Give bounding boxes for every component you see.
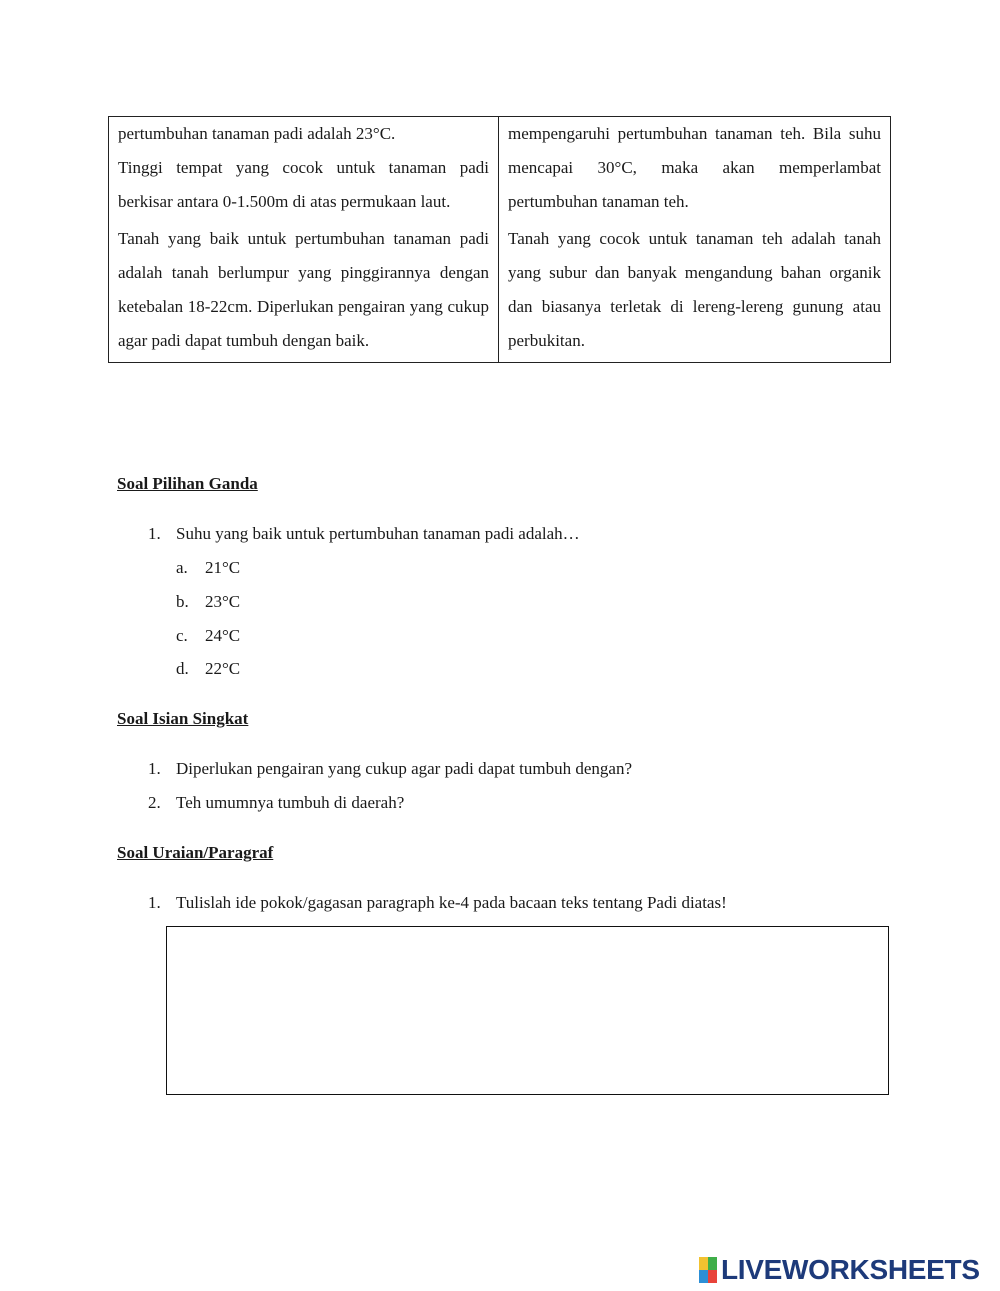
question-text: Tulislah ide pokok/gagasan paragraph ke-4 pada bacaan teks tentang Padi diatas! bbox=[176, 893, 727, 912]
table-cell-teh-climate bbox=[499, 117, 891, 223]
table-row bbox=[109, 222, 891, 362]
question-pilihan-ganda-1 bbox=[148, 524, 580, 544]
question-text: Diperlukan pengairan yang cukup agar padi dapat tumbuh dengan? bbox=[176, 759, 633, 778]
answer-textbox[interactable] bbox=[166, 926, 889, 1095]
question-number: 1. bbox=[148, 524, 161, 543]
question-uraian-1 bbox=[148, 893, 727, 913]
table-cell-padi-climate bbox=[109, 117, 499, 223]
question-text: Teh umumnya tumbuh di daerah? bbox=[176, 793, 405, 812]
section-heading-uraian: Soal Uraian/Paragraf bbox=[117, 843, 274, 862]
cell-paragraph: pertumbuhan tanaman padi adalah 23°C. bbox=[118, 124, 396, 143]
logo-text: LIVEWORKSHEETS bbox=[721, 1254, 980, 1285]
cell-paragraph: Tanah yang baik untuk pertumbuhan tanaman padi adalah tanah berlumpur yang pinggirannya dengan ketebalan 18-22cm. Diperlukan pengairan yang cukup agar padi dapat tumbuh dengan baik. bbox=[118, 229, 489, 350]
question-isian-1 bbox=[148, 759, 632, 779]
option-letter: d. bbox=[176, 659, 189, 678]
liveworksheets-logo bbox=[699, 1256, 980, 1284]
logo-square bbox=[699, 1257, 708, 1270]
comparison-table bbox=[108, 116, 891, 363]
table-cell-teh-soil bbox=[499, 222, 891, 362]
option-a[interactable] bbox=[176, 558, 240, 578]
section-heading-isian-singkat: Soal Isian Singkat bbox=[117, 709, 249, 728]
logo-square bbox=[699, 1270, 708, 1283]
question-isian-2 bbox=[148, 793, 404, 813]
question-number: 2. bbox=[148, 793, 161, 812]
question-number: 1. bbox=[148, 893, 161, 912]
option-b[interactable] bbox=[176, 592, 240, 612]
option-text: 22°C bbox=[205, 659, 241, 678]
option-letter: c. bbox=[176, 626, 188, 645]
cell-paragraph: mempengaruhi pertumbuhan tanaman teh. Bila suhu mencapai 30°C, maka akan memperlambat pertumbuhan tanaman teh. bbox=[508, 124, 881, 211]
option-d[interactable] bbox=[176, 659, 240, 679]
liveworksheets-logo-icon bbox=[699, 1257, 717, 1283]
cell-paragraph: Tinggi tempat yang cocok untuk tanaman padi berkisar antara 0-1.500m di atas permukaan laut. bbox=[118, 157, 489, 211]
option-text: 23°C bbox=[205, 592, 241, 611]
logo-square bbox=[708, 1257, 717, 1270]
option-letter: a. bbox=[176, 558, 188, 577]
question-number: 1. bbox=[148, 759, 161, 778]
section-heading-pilihan-ganda: Soal Pilihan Ganda bbox=[117, 474, 258, 493]
question-text: Suhu yang baik untuk pertumbuhan tanaman padi adalah… bbox=[176, 524, 580, 543]
option-c[interactable] bbox=[176, 626, 240, 646]
option-letter: b. bbox=[176, 592, 189, 611]
option-text: 21°C bbox=[205, 558, 241, 577]
cell-paragraph: Tanah yang cocok untuk tanaman teh adalah tanah yang subur dan banyak mengandung bahan organik dan biasanya terletak di lereng-lereng gunung atau perbukitan. bbox=[508, 229, 881, 350]
table-row bbox=[109, 117, 891, 223]
option-text: 24°C bbox=[205, 626, 241, 645]
table-cell-padi-soil bbox=[109, 222, 499, 362]
logo-square bbox=[708, 1270, 717, 1283]
